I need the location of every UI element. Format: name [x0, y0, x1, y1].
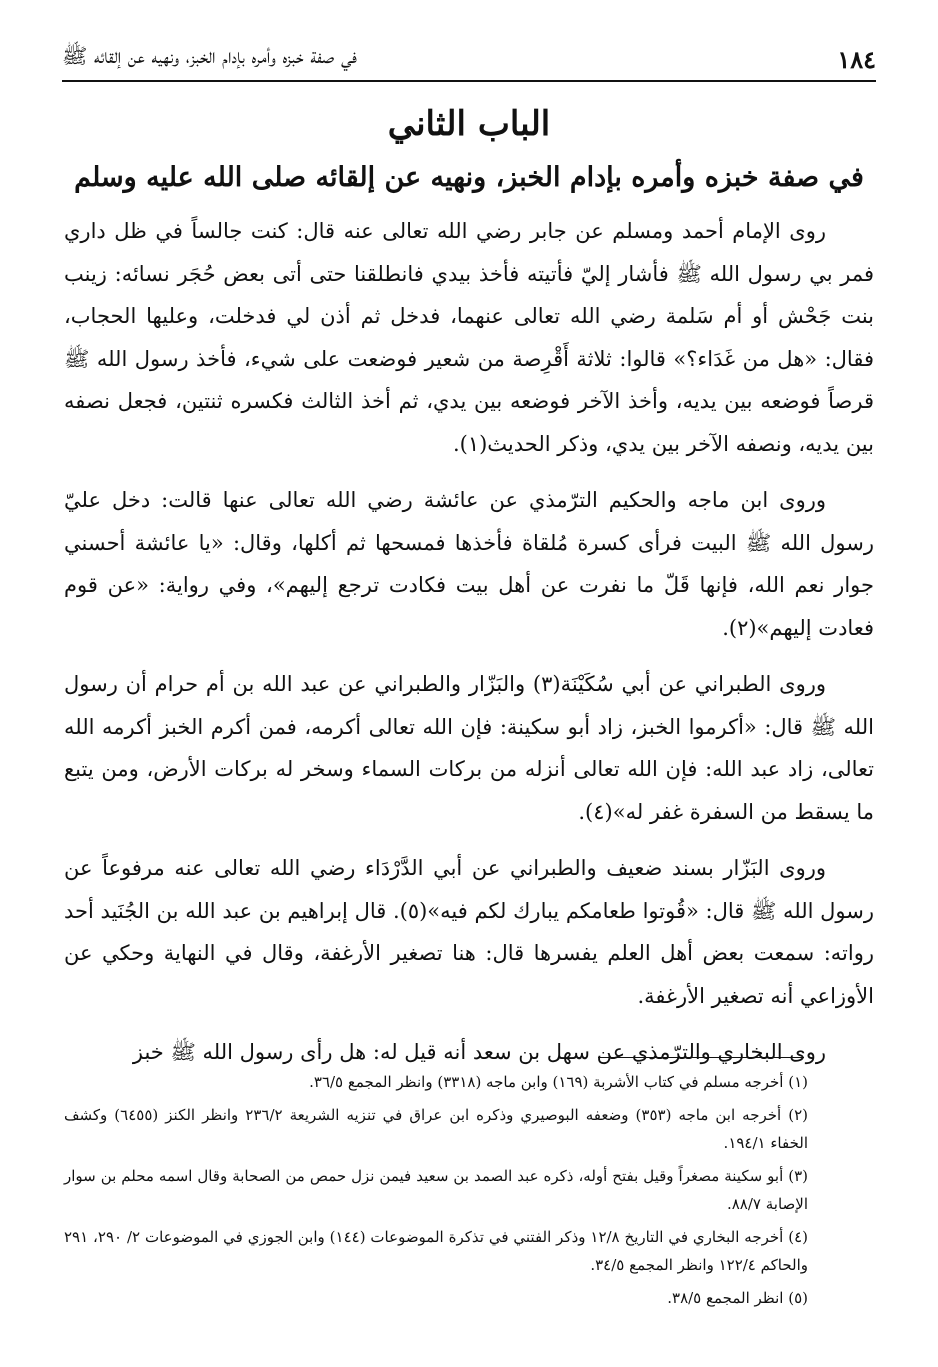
body-text [64, 210, 874, 1088]
running-title: في صفة خبزه وأمره بإدام الخبز، ونهيه عن إلقائه ﷺ [62, 44, 357, 68]
paragraph-2: وروى ابن ماجه والحكيم الترّمذي عن عائشة رضي الله تعالى عنها قالت: دخل عليّ رسول الله ﷺ البيت فرأى كسرة مُلقاة فأخذها فمسحها ثم أكلها، وقال: «يا عائشة أحسني جوار نعم الله، فإنها قَلّ ما نفرت عن أهل بيت فكادت ترجع إليهم»، وفي رواية: «عن قوم فعادت إليهم»(٢). [64, 488, 874, 640]
paragraph-3: وروى الطبراني عن أبي سُكَيْنَة(٣) والبَزّار والطبراني عن عبد الله بن أم حرام أن رسول الله ﷺ قال: «أكرموا الخبز، زاد أبو سكينة: فإن الله تعالى أكرمه، فمن أكرم الخبز أكرمه الله تعالى، زاد عبد الله: فإن الله تعالى أنزله من بركات السماء وسخر له بركات الأرض، ومن يتبع ما يسقط من السفرة غفر له»(٤). [64, 672, 874, 824]
paragraph-5: روى البخاري والترّمذي عن سهل بن سعد أنه قيل له: هل رأى رسول الله ﷺ خبز [132, 1040, 826, 1064]
running-header [62, 36, 876, 82]
footnotes [64, 1068, 808, 1317]
paragraph-1: روى الإمام أحمد ومسلم عن جابر رضي الله تعالى عنه قال: كنت جالساً في ظل داري فمر بي رسول الله ﷺ فأشار إليّ فأتيته فأخذ بيدي فانطلقنا حتى أتى بعض حُجَر نسائه: زينب بنت جَحْش أو أم سَلمة رضي الله تعالى عنهما، فدخل ثم أذن لي فدخلت، وعليها الحجاب، فقال: «هل من غَدَاء؟» قالوا: ثلاثة أَقْرِصة من شعير فوضعت على شيء، فأخذ رسول الله ﷺ قرصاً فوضعه بين يديه، وأخذ الآخر فوضعه بين يدي، ثم أخذ الثالث فكسره ثنتين، فجعل نصفه بين يديه، ونصفه الآخر بين يدي، وذكر الحديث(١). [64, 219, 874, 456]
page-number: ١٨٤ [837, 45, 876, 74]
paragraph-4: وروى البَزّار بسند ضعيف والطبراني عن أبي الدَّرْدَاء رضي الله تعالى عنه مرفوعاً عن رسول الله ﷺ قال: «قُوتوا طعامكم يبارك لكم فيه»(٥). قال إبراهيم بن عبد الله بن الجُنَيد أحد رواته: سمعت بعض أهل العلم يفسرها قال: هنا تصغير الأرغفة، وقال في النهاية وحكي عن الأوزاعي أنه تصغير الأرغفة. [64, 856, 874, 1008]
footnote-4: (٤) أخرجه البخاري في التاريخ ١٢/٨ وذكر الفتني في تذكرة الموضوعات (١٤٤) وابن الجوزي في الموضوعات ٢/ ٢٩٠، ٢٩١ والحاكم ١٢٢/٤ وانظر المجمع ٣٤/٥. [64, 1228, 808, 1274]
footnote-3: (٣) أبو سكينة مصغراً وقيل بفتح أوله، ذكره عبد الصمد بن سعيد فيمن نزل حمص من الصحابة وقال اسمه محلم بن سوار الإصابة ٨٨/٧. [64, 1167, 808, 1213]
footnote-5: (٥) انظر المجمع ٣٨/٥. [667, 1289, 808, 1307]
chapter-title: الباب الثاني [387, 104, 551, 144]
footnote-2: (٢) أخرجه ابن ماجه (٣٥٣) وضعفه البوصيري وذكره ابن عراق في تنزيه الشريعة ٢٣٦/٢ وانظر الكنز (٦٤٥٥) وكشف الخفاء ١٩٤/١. [64, 1106, 808, 1152]
chapter-subtitle: في صفة خبزه وأمره بإدام الخبز، ونهيه عن إلقائه صلى الله عليه وسلم [74, 162, 864, 193]
footnote-divider [598, 1057, 804, 1058]
footnote-1: (١) أخرجه مسلم في كتاب الأشربة (١٦٩) وابن ماجه (٣٣١٨) وانظر المجمع ٣٦/٥. [309, 1073, 808, 1091]
